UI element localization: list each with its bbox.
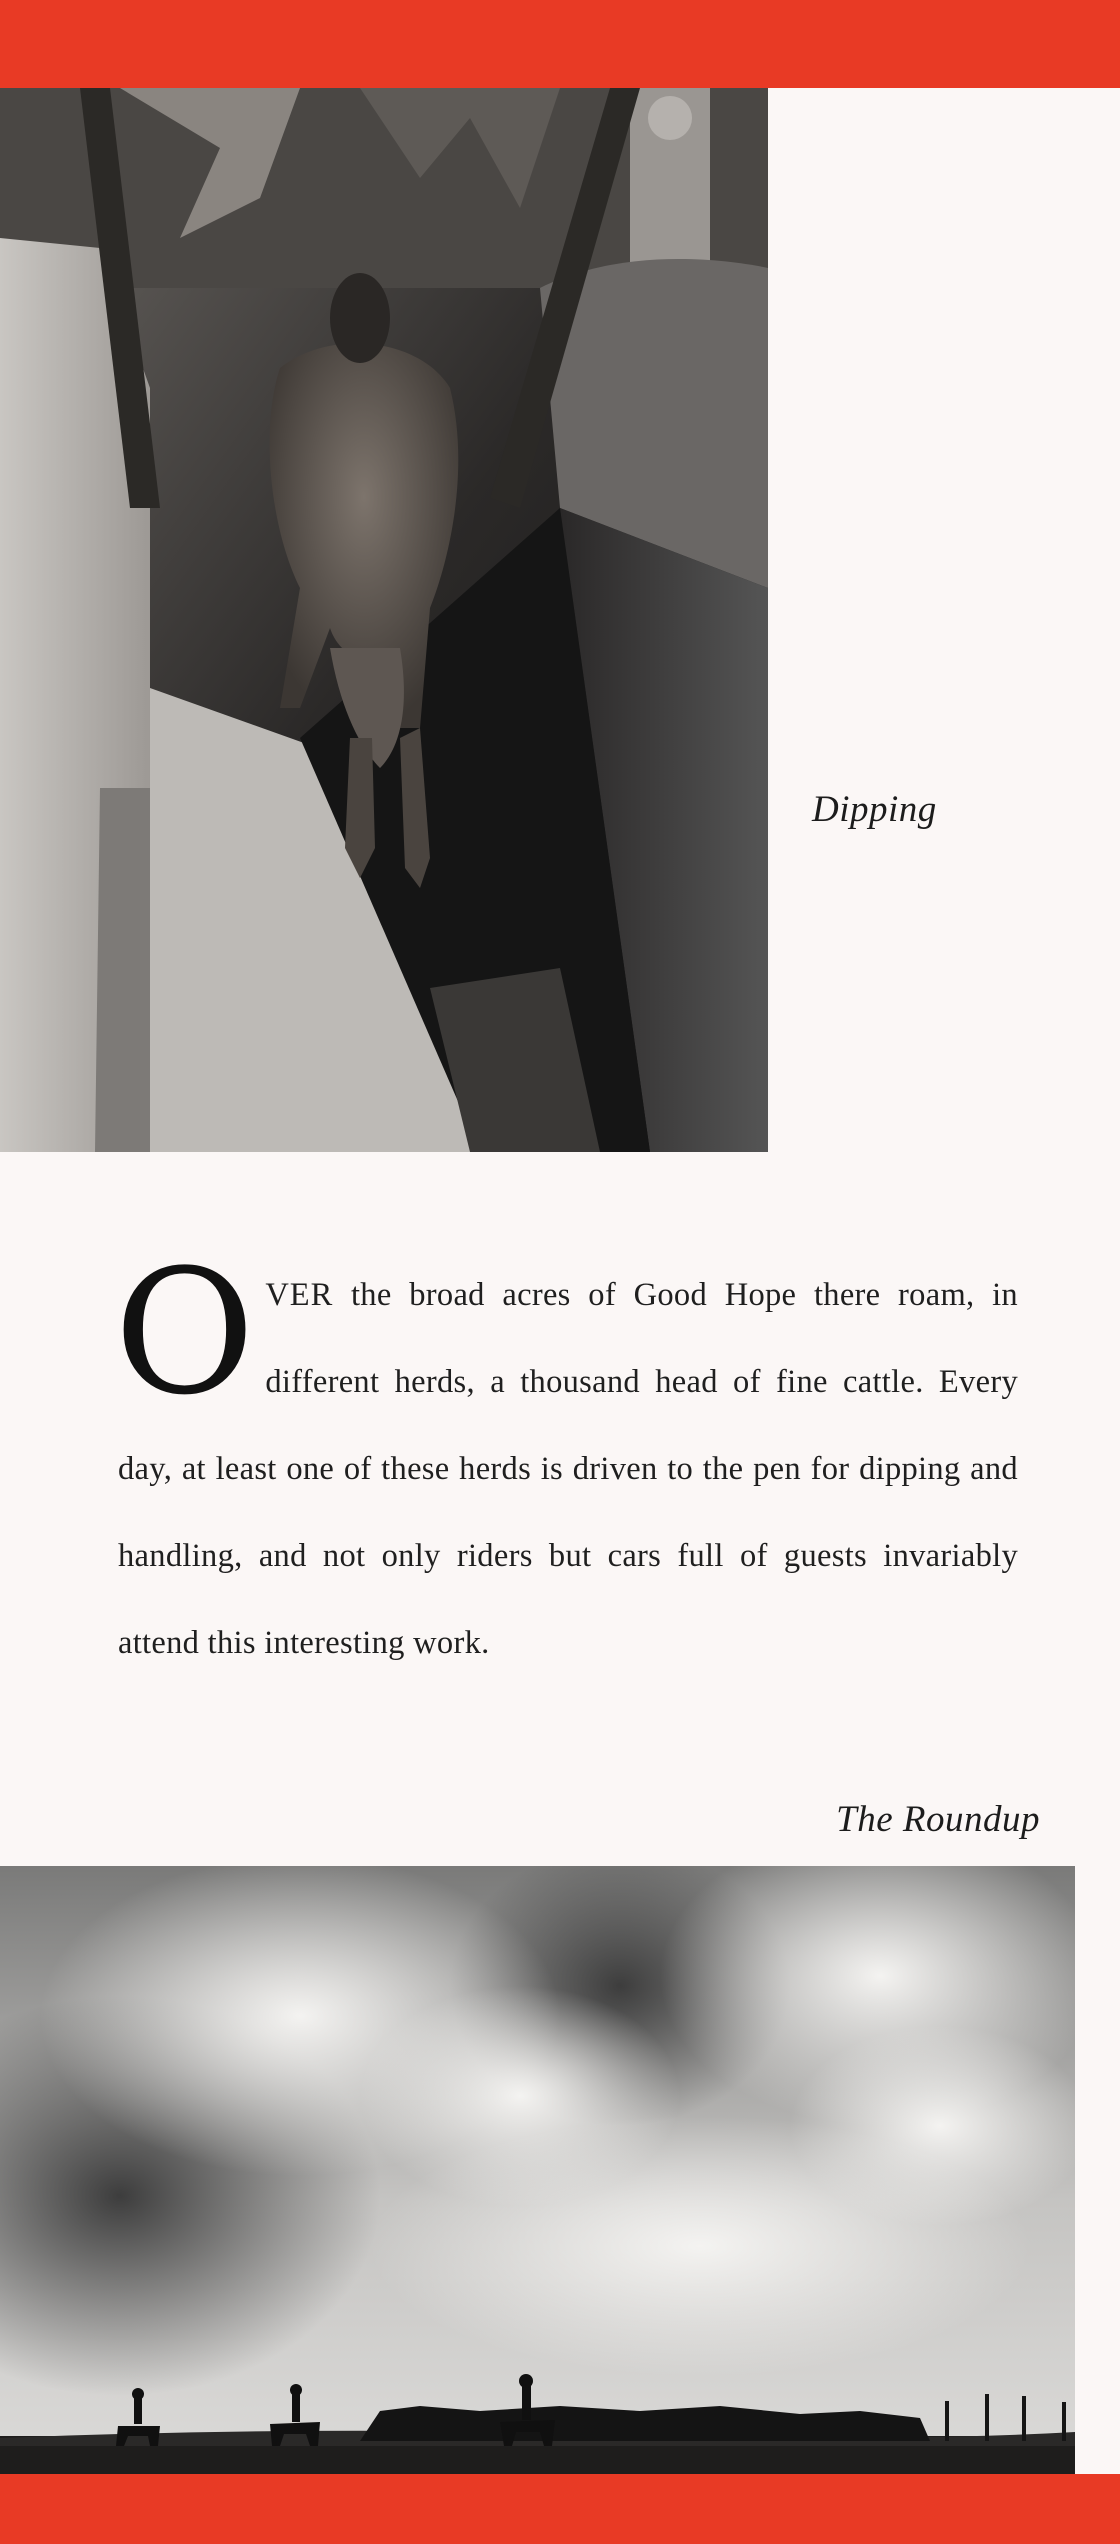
lead-caps: VER <box>265 1277 334 1313</box>
drop-cap: O <box>114 1232 256 1433</box>
dipping-photo <box>0 88 768 1152</box>
roundup-photo <box>0 1866 1075 2474</box>
bottom-red-band <box>0 2474 1120 2544</box>
body-paragraph <box>114 1232 1018 1687</box>
roundup-caption: The Roundup <box>836 1799 1040 1840</box>
dipping-caption: Dipping <box>812 789 937 830</box>
top-red-band <box>0 0 1120 88</box>
body-text: the broad acres of Good Hope there roam, in different herds, a thousand head of fine cattle. Every day, at least one of these herds is driven to the pen for dipping and handling, and not only riders but cars full of guests invariably attend this interesting work. <box>118 1277 1018 1661</box>
